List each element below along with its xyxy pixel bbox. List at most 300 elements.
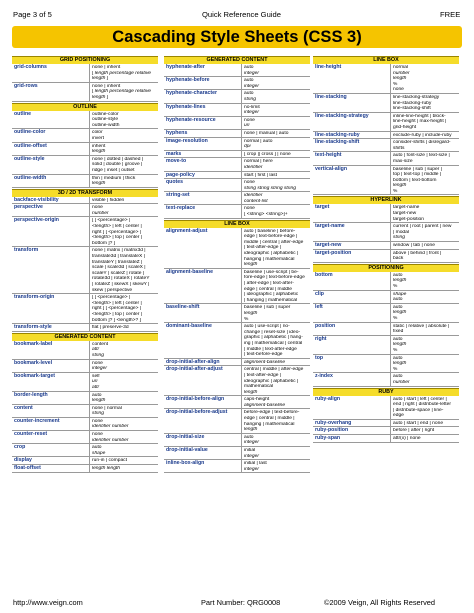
footer-url[interactable]: http://www.veign.com <box>13 598 83 607</box>
value-line: inherit <box>92 143 106 149</box>
value-line: solid | double | groove | <box>92 162 143 168</box>
property-values <box>390 152 459 164</box>
value-line: length <box>393 183 407 189</box>
property-values <box>390 304 459 322</box>
property-row <box>164 409 310 433</box>
value-line: | hanging | mathematical <box>244 297 298 303</box>
value-line: <length> | top | center | <box>92 311 143 317</box>
value-line: | after-edge | text-after- <box>244 281 294 286</box>
value-line: none | manual | auto <box>244 130 289 136</box>
property-row <box>313 139 459 152</box>
value-line: edge | central | middle | <box>244 416 295 422</box>
value-line: consider-shifts | disregard- <box>393 140 451 146</box>
property-values <box>241 104 310 116</box>
value-line: current | root | parent | new <box>393 224 452 230</box>
property-row <box>164 172 310 180</box>
property-name: marks <box>166 150 182 157</box>
value-line: above | behind | front | <box>393 250 442 256</box>
property-values <box>241 138 310 150</box>
value-line: length <box>244 427 258 433</box>
property-row <box>12 64 158 83</box>
value-line: line-stacking-ruby <box>393 100 432 106</box>
property-name: hyphenate-before <box>166 77 210 84</box>
column-1 <box>12 56 158 473</box>
value-line: baseline | sub | super <box>244 305 291 311</box>
property-name: float-offset <box>14 465 41 472</box>
property-name: quotes <box>166 179 184 186</box>
value-line: no-limit <box>244 104 260 110</box>
value-line: % <box>393 188 398 194</box>
value-line: length length <box>92 466 121 472</box>
property-row <box>164 304 310 323</box>
property-values <box>89 204 158 216</box>
property-row <box>164 138 310 151</box>
property-row <box>164 158 310 171</box>
value-line: auto <box>393 336 403 342</box>
value-line: line-stacking-shift <box>393 106 431 112</box>
property-row <box>12 392 158 405</box>
property-name: hyphens <box>166 129 188 136</box>
property-values <box>89 465 158 472</box>
property-name: hyphenate-character <box>166 90 218 97</box>
value-line: back <box>393 256 404 262</box>
value-line: auto <box>393 272 403 278</box>
property-name: drop-initial-after-adjust <box>166 366 223 373</box>
property-values <box>89 444 158 456</box>
value-line: thin | medium | thick <box>92 175 136 181</box>
property-name: border-length <box>14 391 48 398</box>
value-line: max-size <box>393 158 413 164</box>
property-values <box>390 250 459 262</box>
property-values <box>390 204 459 222</box>
value-line: length <box>393 278 407 284</box>
property-values <box>241 409 310 432</box>
property-name: hyphenate-resource <box>166 116 216 123</box>
property-values <box>89 111 158 129</box>
property-values <box>89 175 158 187</box>
property-row <box>313 291 459 304</box>
value-line: integer <box>244 466 259 472</box>
property-name: ruby-overhang <box>315 419 352 426</box>
value-line: integer <box>244 70 259 76</box>
property-name: dominant-baseline <box>166 323 212 330</box>
value-line: length <box>92 398 106 404</box>
property-row <box>313 94 459 113</box>
property-name: line-stacking-ruby <box>315 131 360 138</box>
value-line: dpi <box>244 144 251 150</box>
property-values <box>390 272 459 290</box>
property-row <box>12 418 158 431</box>
value-line: none | normal <box>92 405 122 411</box>
value-line: identifier <box>244 164 263 170</box>
value-line: scale | scale3d | scaleX | <box>92 265 146 271</box>
property-row <box>164 179 310 192</box>
property-name: bookmark-target <box>14 372 55 379</box>
section-header: GRID POSITIONING <box>12 56 158 64</box>
property-name: drop-initial-before-align <box>166 396 225 403</box>
value-line: [ length percentage relative <box>92 70 152 76</box>
value-line: % <box>393 315 398 321</box>
page-number: Page 3 of 5 <box>13 10 52 19</box>
value-line: length <box>92 149 106 155</box>
property-values <box>89 156 158 174</box>
value-line: auto | use-script | no- <box>244 324 290 330</box>
property-name: target-new <box>315 242 342 249</box>
property-name: line-stacking-shift <box>315 139 360 146</box>
value-line: auto <box>244 91 254 97</box>
property-values <box>89 129 158 141</box>
property-values <box>241 179 310 191</box>
section-header: OUTLINE <box>12 103 158 111</box>
value-line: target-new <box>393 211 417 217</box>
property-row <box>12 465 158 473</box>
property-values <box>390 427 459 434</box>
value-line: ideographic | alphabetic | <box>244 378 299 384</box>
section-header: 3D / 2D TRANSFORM <box>12 189 158 197</box>
property-name: move-to <box>166 158 187 165</box>
section-header: LINE BOX <box>164 220 310 228</box>
value-line: baseline | sub | super | <box>393 166 442 172</box>
property-values <box>89 418 158 430</box>
free-badge: FREE <box>440 10 461 19</box>
property-row <box>12 431 158 444</box>
value-line: color <box>92 130 103 136</box>
value-line: attr(x) | none <box>393 436 421 442</box>
property-row <box>12 217 158 247</box>
property-values <box>390 355 459 373</box>
property-values <box>390 94 459 112</box>
property-row <box>313 396 459 420</box>
value-line: % <box>393 284 398 289</box>
value-line: exclude-ruby | include-ruby <box>393 132 452 138</box>
value-line: <length> | left | center | <box>92 300 142 306</box>
value-line: length <box>393 361 407 367</box>
value-line: content <box>92 341 109 347</box>
property-name: target <box>315 204 330 211</box>
value-line: static | relative | absolute | <box>393 323 450 329</box>
value-line: auto <box>393 304 403 310</box>
value-line: visible | hidden <box>92 197 125 203</box>
value-line: none <box>244 180 255 186</box>
property-values <box>390 223 459 241</box>
property-name: vertical-align <box>315 165 348 172</box>
property-row <box>12 247 158 294</box>
value-line: | ideographic | alphabetic <box>244 292 299 298</box>
property-row <box>12 204 158 217</box>
value-line: auto | start | left | center | <box>393 396 447 402</box>
value-line: mathematical <box>244 384 274 390</box>
value-line: none <box>244 117 255 123</box>
value-line: [ <string> <string>]+ <box>244 212 288 218</box>
property-values <box>89 373 158 391</box>
property-name: grid-columns <box>14 64 47 70</box>
value-line: [ crop || cross ] | none <box>244 151 291 157</box>
value-line: invert <box>92 135 104 141</box>
property-row <box>12 373 158 392</box>
property-values <box>89 197 158 204</box>
value-line: % <box>393 366 398 372</box>
value-line: identifier <box>244 193 263 199</box>
property-values <box>241 396 310 408</box>
property-name: transform-origin <box>14 294 55 301</box>
property-name: text-replace <box>166 205 196 212</box>
property-row <box>313 272 459 291</box>
value-line: [ length percentage relative <box>92 89 152 95</box>
value-line: attr <box>92 384 100 390</box>
value-line: | text-after-edge | <box>244 245 282 251</box>
value-line: % <box>393 347 398 353</box>
property-values <box>241 323 310 358</box>
property-name: outline <box>14 110 32 117</box>
value-line: integer <box>244 440 259 446</box>
section-header: LINE BOX <box>313 56 459 64</box>
property-row <box>313 304 459 323</box>
value-line: auto <box>393 297 403 303</box>
value-line: | text-after-edge | <box>244 372 282 378</box>
property-name: drop-initial-size <box>166 433 205 440</box>
property-row <box>164 228 310 269</box>
value-line: ideographic | alphabetic | <box>244 251 299 257</box>
property-row <box>12 83 158 102</box>
value-line: window | tab | none <box>393 243 435 249</box>
value-line: identifier number <box>92 437 129 443</box>
property-row <box>12 111 158 130</box>
value-line: length <box>393 342 407 348</box>
value-line: hanging | mathematical <box>244 256 295 262</box>
property-name: perspective <box>14 204 43 211</box>
property-name: drop-initial-after-align <box>166 358 220 365</box>
value-line: middle | central | after-edge <box>244 239 304 245</box>
page-footer <box>0 596 474 610</box>
value-line: bottom | text-bottom <box>393 177 437 183</box>
value-line: length <box>92 181 106 187</box>
property-name: hyphenate-after <box>166 64 205 70</box>
value-line: none | inherit <box>92 65 121 70</box>
value-line: length <box>244 310 258 316</box>
value-line: initial <box>244 448 256 454</box>
value-line: translate3d | translateX | <box>92 254 145 260</box>
property-row <box>12 143 158 156</box>
value-line: | rotateZ | skewX | skewY | <box>92 282 150 287</box>
value-line: edge | text-before-edge | <box>244 234 298 240</box>
property-name: bottom <box>315 271 333 278</box>
property-values <box>89 392 158 404</box>
property-name: baseline-shift <box>166 304 200 311</box>
property-name: alignment-baseline <box>166 268 213 275</box>
property-values <box>89 324 158 331</box>
property-values <box>241 366 310 395</box>
value-line: change | reset-size | ideo- <box>244 329 301 335</box>
value-line: normal <box>393 65 408 70</box>
property-row <box>313 323 459 336</box>
property-name: perspective-origin <box>14 217 59 224</box>
property-values <box>89 341 158 359</box>
value-line: integer <box>244 110 259 116</box>
value-line: shape <box>393 291 407 297</box>
value-line: bottom ]? ] <length>? ] <box>92 317 141 323</box>
property-row <box>164 366 310 396</box>
property-row <box>164 205 310 218</box>
value-line: before | after | right <box>393 428 435 434</box>
value-line: string <box>244 96 256 102</box>
value-line: alignment-baseline <box>244 402 286 408</box>
property-name: left <box>315 303 323 310</box>
property-name: bookmark-level <box>14 359 53 366</box>
property-row <box>12 360 158 373</box>
value-line: integer <box>244 83 259 89</box>
section-header: POSITIONING <box>313 264 459 272</box>
value-line: | modal <box>393 229 409 235</box>
property-name: backface-visibility <box>14 196 59 203</box>
value-line: rotate3d | rotateX | rotateY <box>92 276 150 282</box>
property-values <box>89 294 158 323</box>
value-line: skew | perspective <box>92 287 133 293</box>
value-line: line-stacking-strategy <box>393 94 440 100</box>
value-line: | distribute-space | line- <box>393 407 444 413</box>
property-row <box>313 166 459 196</box>
property-name: hyphenate-lines <box>166 103 206 110</box>
value-line: initial | last <box>244 461 267 467</box>
value-line: translateY | translateZ | <box>92 259 143 265</box>
value-line: auto <box>393 374 403 380</box>
property-name: transform <box>14 247 39 254</box>
value-line: <length> | top | center | <box>92 235 143 241</box>
value-line: normal | here <box>244 159 273 165</box>
property-values <box>241 434 310 446</box>
section-header: HYPERLINK <box>313 196 459 204</box>
value-line: length <box>244 262 258 268</box>
property-values <box>390 336 459 354</box>
property-row <box>313 132 459 140</box>
section-header: RUBY <box>313 388 459 396</box>
value-line: number <box>92 210 109 216</box>
value-line: none <box>92 418 103 424</box>
value-line: number <box>393 379 410 385</box>
value-line: | text-before-edge <box>244 352 283 358</box>
value-line: grid-height <box>393 124 417 130</box>
property-values <box>390 396 459 419</box>
property-row <box>164 269 310 305</box>
value-line: run-in | compact <box>92 458 127 464</box>
property-values <box>241 460 310 472</box>
property-values <box>89 431 158 443</box>
property-name: line-height <box>315 64 342 70</box>
property-row <box>164 460 310 473</box>
property-row <box>164 359 310 367</box>
value-line: attr <box>92 347 100 353</box>
property-row <box>164 90 310 103</box>
value-line: outline-style <box>92 117 119 123</box>
column-3 <box>313 56 459 443</box>
property-name: right <box>315 335 327 342</box>
footer-copyright: ©2009 Veign, All Rights Reserved <box>324 598 436 607</box>
property-row <box>313 336 459 355</box>
property-name: bookmark-label <box>14 340 53 347</box>
value-line: number <box>393 70 410 76</box>
property-row <box>164 396 310 409</box>
property-values <box>390 64 459 93</box>
property-values <box>89 143 158 155</box>
property-row <box>313 223 459 242</box>
value-line: right ] [ <percentage> | <box>92 306 142 312</box>
property-row <box>313 373 459 386</box>
property-row <box>164 192 310 205</box>
value-line: self <box>92 373 100 379</box>
property-name: transform-style <box>14 324 52 331</box>
property-name: z-index <box>315 373 333 380</box>
property-values <box>241 269 310 304</box>
property-values <box>241 447 310 459</box>
footer-part-number: Part Number: QRG0008 <box>201 598 281 607</box>
guide-label: Quick Reference Guide <box>202 10 281 19</box>
property-name: content <box>14 404 33 411</box>
property-row <box>313 427 459 435</box>
value-line: graphic | alphabetic | hang- <box>244 335 303 341</box>
property-row <box>12 457 158 465</box>
property-values <box>390 166 459 195</box>
value-line: target-position <box>393 216 424 222</box>
property-name: ruby-position <box>315 427 349 434</box>
property-row <box>313 250 459 263</box>
value-line: auto <box>244 434 254 440</box>
value-line: fixed <box>393 329 404 335</box>
value-line: [ [ <percentage> | <box>92 295 131 301</box>
value-line: length <box>244 389 258 395</box>
value-line: edge | central | middle <box>244 286 292 292</box>
value-line: none <box>92 432 103 438</box>
value-line: % <box>244 316 249 322</box>
page-header <box>0 0 474 22</box>
property-row <box>313 435 459 443</box>
property-row <box>12 294 158 324</box>
value-line: top | text-top | middle | <box>393 172 442 178</box>
property-values <box>390 113 459 131</box>
property-values <box>89 83 158 101</box>
property-values <box>89 217 158 246</box>
property-name: drop-initial-before-adjust <box>166 409 228 416</box>
property-row <box>12 129 158 142</box>
property-values <box>89 64 158 82</box>
property-name: position <box>315 322 336 329</box>
value-line: edge <box>393 413 404 419</box>
property-name: top <box>315 354 324 361</box>
property-name: target-name <box>315 223 345 230</box>
property-values <box>390 132 459 139</box>
value-line: auto <box>244 65 254 70</box>
property-name: line-stacking-strategy <box>315 112 369 119</box>
value-line: auto <box>393 355 403 361</box>
value-line: caps-height <box>244 397 270 403</box>
value-line: auto <box>92 392 102 398</box>
property-values <box>390 139 459 151</box>
value-line: auto | start | end | none <box>393 420 444 426</box>
value-line: hanging | mathematical <box>244 421 295 427</box>
property-row <box>164 130 310 138</box>
value-line: end | right | distribute-letter <box>393 402 451 408</box>
property-name: string-set <box>166 192 190 199</box>
value-line: none <box>244 206 255 212</box>
property-row <box>313 420 459 428</box>
property-row <box>12 324 158 332</box>
property-name: counter-increment <box>14 417 60 424</box>
property-values <box>390 435 459 442</box>
value-line: flat | preserve-3d <box>92 325 129 331</box>
section-header: GENERATED CONTENT <box>12 333 158 341</box>
property-row <box>12 156 158 175</box>
value-line: baseline | use-script | be- <box>244 269 299 275</box>
property-name: counter-reset <box>14 431 48 438</box>
value-line: length <box>393 76 407 82</box>
